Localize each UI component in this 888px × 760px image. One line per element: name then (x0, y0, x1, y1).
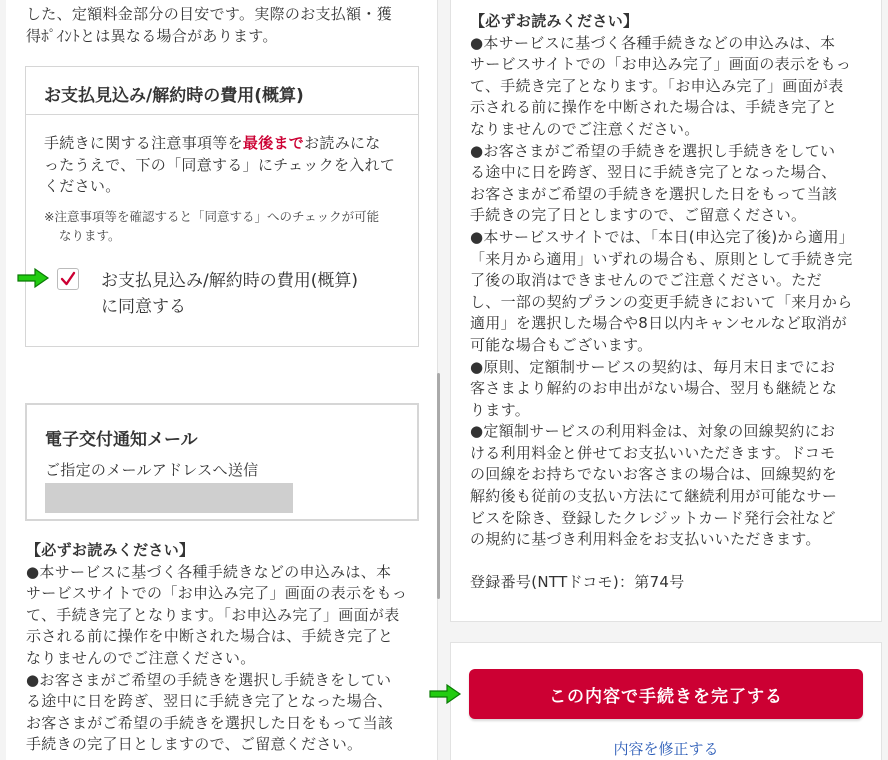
email-box-title: 電子交付通知メール (45, 430, 198, 450)
left-notice (26, 540, 436, 756)
notice-line: サービスサイトでの「お申込み完了」画面の表示をもっ (470, 55, 852, 74)
notice-line: て、手続き完了となります。「お申込み完了」画面が表 (26, 605, 400, 624)
notice-line: る途中に日を跨ぎ、翌日に手続き完了となった場合、 (26, 692, 393, 711)
instruction-suffix: お読みにな (304, 134, 381, 152)
agree-label-line: に同意する (101, 297, 186, 317)
agree-label[interactable] (101, 268, 358, 320)
notice-line: る途中に日を跨ぎ、翌日に手続き完了となった場合、 (470, 163, 837, 182)
notice-line: なりませんのでご注意ください。 (470, 119, 700, 138)
note-line: ※注意事項等を確認すると「同意する」へのチェックが可能 (44, 209, 380, 224)
notice-line: 客さまより解約のお申出がない場合、翌月も継続とな (470, 379, 838, 398)
intro-line: 得ﾎﾟｲﾝﾄとは異なる場合があります。 (26, 26, 278, 45)
notice-line: ける利用料金と併せてお支払いいただきます。ドコモ (470, 443, 836, 462)
notice-line: ります。 (470, 400, 531, 419)
notice-line: ●お客さまがご希望の手続きを選択し手続きをしてい (470, 141, 836, 160)
instruction-prefix: 手続きに関する注意事項等を (44, 134, 243, 152)
notice-line: の規約に基づき利用料金をお支払いいただきます。 (470, 530, 821, 549)
intro-line: した、定額料金部分の目安です。実際のお支払額・獲 (26, 5, 393, 23)
notice-line: し、一部の契約プランの変更手続きにおいて「来月から (470, 292, 853, 311)
notice-line: ●本サービスに基づく各種手続きなどの申込みは、本 (26, 562, 392, 581)
notice-line: 示される前に操作を中断された場合は、手続き完了と (26, 627, 394, 646)
instruction-emphasis: 最後まで (242, 134, 305, 152)
green-arrow-icon (428, 682, 462, 706)
notice-line: て、手続き完了となります。「お申込み完了」画面が表 (470, 76, 844, 95)
estimate-note (44, 207, 412, 245)
notice-line: 示される前に操作を中断された場合は、手続き完了と (470, 98, 838, 117)
notice-line: ビスを除き、登録したクレジットカード発行会社など (470, 508, 836, 527)
agree-label-line: お支払見込み/解約時の費用(概算) (101, 271, 358, 291)
notice-heading: 【必ずお読みください】 (470, 12, 639, 30)
masked-email-field (45, 483, 293, 513)
notice-line: ●本サービスに基づく各種手続きなどの申込みは、本 (470, 33, 836, 52)
notice-line: 可能な場合もございます。 (470, 335, 653, 354)
email-box-subtitle: ご指定のメールアドレスへ送信 (45, 461, 259, 479)
notice-line: 「来月から適用」いずれの場合も、原則として手続き完 (470, 249, 853, 268)
notice-line: の回線をお持ちでないお客さまの場合は、回線契約を (470, 465, 838, 484)
right-notice (470, 11, 880, 593)
notice-line: ●定額制サービスの利用料金は、対象の回線契約にお (470, 422, 836, 441)
notice-line: ●お客さまがご希望の手続きを選択し手続きをしてい (26, 670, 392, 689)
scrollbar[interactable] (437, 373, 440, 599)
complete-procedure-button[interactable]: この内容で手続きを完了する (469, 669, 863, 719)
notice-line: ●原則、定額制サービスの契約は、毎月末日までにお (470, 357, 836, 376)
notice-line: 適用」を選択した場合や8日以内キャンセルなど取消が (470, 314, 848, 333)
notice-line: 解約後も従前の支払い方法にて継続利用が可能なサー (470, 487, 838, 506)
estimate-instruction (44, 133, 412, 198)
email-notification-box (25, 403, 419, 521)
checkmark-icon (58, 269, 78, 289)
estimate-box-header (26, 67, 418, 115)
instruction-line: ったうえで、下の「同意する」にチェックを入れて (44, 155, 396, 174)
notice-line: 了後の取消はできませんのでご注意ください。ただ (470, 271, 822, 290)
notice-line: 手続きの完了日としますので、ご留意ください。 (470, 206, 807, 225)
notice-line: お客さまがご希望の手続きを選択した日をもって当該 (26, 713, 394, 732)
modify-content-link[interactable]: 内容を修正する (613, 740, 719, 758)
estimate-box-title: お支払見込み/解約時の費用(概算) (44, 86, 304, 106)
right-panel (450, 0, 882, 622)
notice-line: お客さまがご希望の手続きを選択した日をもって当該 (470, 184, 838, 203)
notice-line: ●本サービスサイトでは、「本日(申込完了後)から適用」 (470, 227, 855, 246)
left-panel (6, 0, 438, 760)
note-line: なります。 (59, 228, 121, 243)
instruction-line: ください。 (44, 177, 121, 196)
agree-checkbox[interactable] (57, 268, 79, 290)
notice-line: サービスサイトでの「お申込み完了」画面の表示をもっ (26, 584, 408, 603)
notice-heading: 【必ずお読みください】 (26, 541, 195, 559)
intro-text (26, 4, 436, 47)
registration-number: 登録番号(NTTドコモ)：第74号 (470, 572, 685, 591)
estimate-box (25, 66, 419, 347)
green-arrow-icon (16, 266, 50, 290)
notice-line: なりませんのでご注意ください。 (26, 648, 256, 667)
notice-line: 手続きの完了日としますので、ご留意ください。 (26, 735, 363, 754)
